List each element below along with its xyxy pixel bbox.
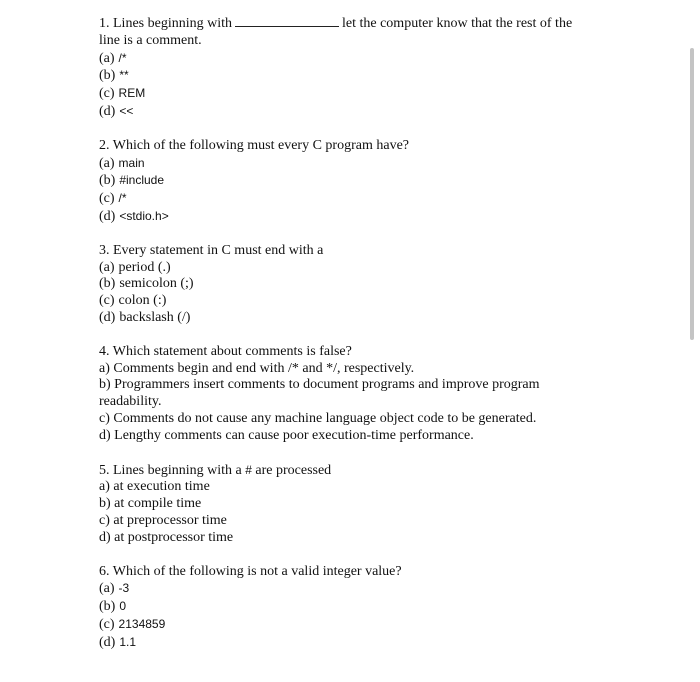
- question-stem-start: 5. Lines beginning with a: [99, 462, 242, 478]
- option-c: [99, 293, 599, 310]
- option-d: [99, 103, 599, 121]
- option-text: REM: [118, 86, 146, 101]
- question-stem-start: 1. Lines beginning with: [99, 16, 232, 31]
- option-a: [99, 50, 599, 68]
- question-6: [99, 564, 599, 652]
- option-label: (c): [99, 293, 115, 309]
- option-text: **: [119, 68, 129, 83]
- question-3: [99, 243, 599, 327]
- option-text: <stdio.h>: [119, 208, 169, 223]
- question-stem: 2. Which of the following must every C program have?: [99, 137, 409, 153]
- option-label: (d): [99, 103, 116, 119]
- option-text: 2134859: [118, 616, 166, 631]
- option-label: (a): [99, 50, 115, 66]
- option-d: d) at postprocessor time: [99, 529, 234, 545]
- option-b: [99, 276, 599, 293]
- option-b: b) at compile time: [99, 496, 202, 512]
- question-2: [99, 138, 599, 226]
- option-text: main: [118, 155, 145, 170]
- option-label: (a): [99, 259, 115, 275]
- question-1: [99, 14, 599, 121]
- option-text: <<: [119, 103, 134, 118]
- question-stem-continuation: line is a comment.: [99, 32, 202, 48]
- option-d: d) Lengthy comments can cause poor execution-time performance.: [99, 427, 474, 443]
- option-label: (a): [99, 581, 115, 597]
- option-label: (d): [99, 309, 116, 325]
- option-a: [99, 155, 599, 173]
- option-label: (c): [99, 191, 115, 207]
- option-d: [99, 310, 599, 327]
- vertical-scrollbar[interactable]: [690, 48, 694, 340]
- answer-blank: [235, 14, 339, 27]
- option-a: [99, 580, 599, 598]
- option-a: a) at execution time: [99, 479, 210, 495]
- option-text: colon (:): [118, 293, 167, 309]
- question-stem-end: let the computer know that the rest of the: [342, 16, 573, 31]
- option-text: semicolon (;): [119, 276, 194, 292]
- option-text: #include: [119, 173, 165, 188]
- option-c: c) Comments do not cause any machine language object code to be generated.: [99, 410, 537, 426]
- option-c: [99, 190, 599, 208]
- option-b: [99, 172, 599, 190]
- option-label: (c): [99, 86, 115, 102]
- option-b: b) Programmers insert comments to document programs and improve program readability.: [99, 377, 540, 410]
- option-c: c) at preprocessor time: [99, 512, 227, 528]
- question-stem: 3. Every statement in C must end with a: [99, 242, 324, 258]
- option-label: (b): [99, 276, 116, 292]
- question-stem: 4. Which statement about comments is false?: [99, 343, 352, 359]
- question-stem: 6. Which of the following is not a valid integer value?: [99, 563, 402, 579]
- option-label: (c): [99, 616, 115, 632]
- option-label: (b): [99, 173, 116, 189]
- option-text: backslash (/): [119, 309, 191, 325]
- option-label: (a): [99, 155, 115, 171]
- option-d: [99, 208, 599, 226]
- option-a: a) Comments begin and end with /* and */, respectively.: [99, 360, 415, 376]
- option-label: (b): [99, 68, 116, 84]
- option-text: -3: [118, 581, 130, 596]
- question-4: [99, 344, 599, 445]
- option-c: [99, 85, 599, 103]
- question-stem-end: are processed: [255, 462, 332, 478]
- option-text: /*: [118, 191, 127, 206]
- option-d: [99, 634, 599, 652]
- option-text: period (.): [118, 259, 171, 275]
- question-stem: [99, 462, 599, 480]
- hash-symbol: #: [245, 462, 252, 477]
- option-label: (d): [99, 208, 116, 224]
- quiz-document: [99, 14, 599, 669]
- question-5: [99, 462, 599, 547]
- option-c: [99, 616, 599, 634]
- option-text: 0: [119, 599, 127, 614]
- option-label: (d): [99, 634, 116, 650]
- option-text: /*: [118, 50, 127, 65]
- option-b: [99, 598, 599, 616]
- question-stem: [99, 14, 599, 33]
- option-label: (b): [99, 599, 116, 615]
- option-a: [99, 260, 599, 277]
- option-text: 1.1: [119, 634, 137, 649]
- option-b: [99, 67, 599, 85]
